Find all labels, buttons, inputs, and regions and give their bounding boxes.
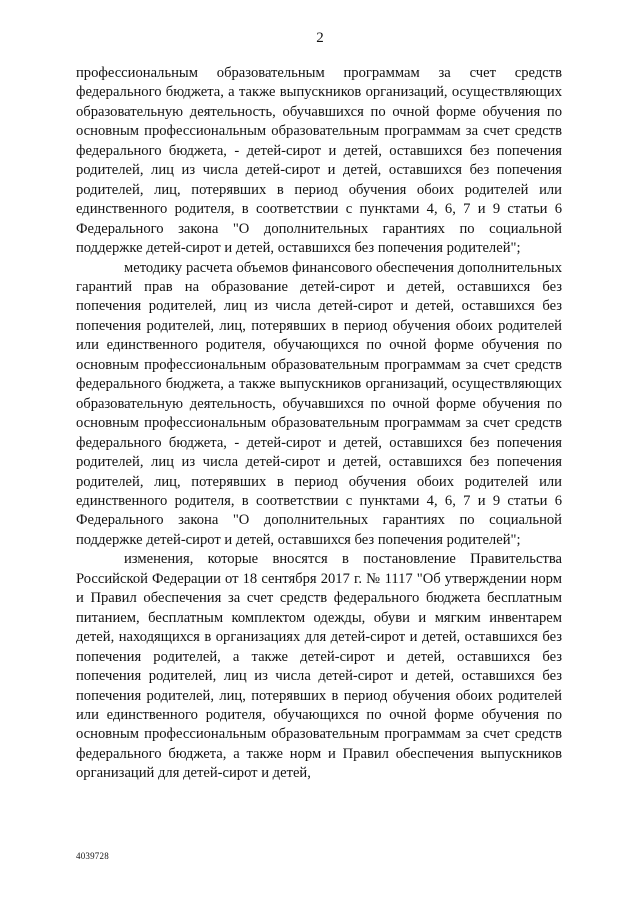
paragraph-amendments: изменения, которые вносятся в постановление Правительства Российской Федерации от 18 сентября 2017 г. № 1117 "Об утверждении норм и Правил обеспечения за счет средств федерального бюджета бесплатным питанием, бесплатным комплектом одежды, обуви и мягким инвентарем детей, находящихся в организациях для детей-сирот и детей, оставшихся без попечения родителей, а также детей-сирот и детей, оставшихся без попечения родителей, лиц из числа детей-сирот и детей, оставшихся без попечения родителей, лиц, потерявших в период обучения обоих родителей или единственного родителя, обучающихся по очной форме обучения по основным профессиональным образовательным программам за счет средств федерального бюджета, а также норм и Правил обеспечения выпускников организаций для детей-сирот и детей, xyxy=(76,551,562,782)
document-body xyxy=(76,64,562,784)
paragraph-methodology: методику расчета объемов финансового обеспечения дополнительных гарантий прав на образование детей-сирот и детей, оставшихся без попечения родителей, лиц из числа детей-сирот и детей, оставшихся без попечения родителей, лиц, потерявших в период обучения обоих родителей или единственного родителя, обучающихся по очной форме обучения по основным профессиональным образовательным программам за счет средств федерального бюджета, а также выпускников организаций, осуществляющих образовательную деятельность, обучавшихся по очной форме обучения по основным профессиональным образовательным программам за счет средств федерального бюджета, - детей-сирот и детей, оставшихся без попечения родителей, лиц из числа детей-сирот и детей, оставшихся без попечения родителей, лиц, потерявших в период обучения обоих родителей или единственного родителя, в соответствии с пунктами 4, 6, 7 и 9 статьи 6 Федерального закона "О дополнительных гарантиях по социальной поддержке детей-сирот и детей, оставшихся без попечения родителей"; xyxy=(76,259,562,548)
paragraph-continuation: профессиональным образовательным программам за счет средств федерального бюджета, а также выпускников организаций, осуществляющих образовательную деятельность, обучавшихся по очной форме обучения по основным профессиональным образовательным программам за счет средств федерального бюджета, - детей-сирот и детей, оставшихся без попечения родителей, лиц из числа детей-сирот и детей, оставшихся без попечения родителей, лиц, потерявших в период обучения обоих родителей или единственного родителя, в соответствии с пунктами 4, 6, 7 и 9 статьи 6 Федерального закона "О дополнительных гарантиях по социальной поддержке детей-сирот и детей, оставшихся без попечения родителей"; xyxy=(76,65,562,257)
document-id: 4039728 xyxy=(76,851,109,861)
page-number: 2 xyxy=(316,30,324,46)
